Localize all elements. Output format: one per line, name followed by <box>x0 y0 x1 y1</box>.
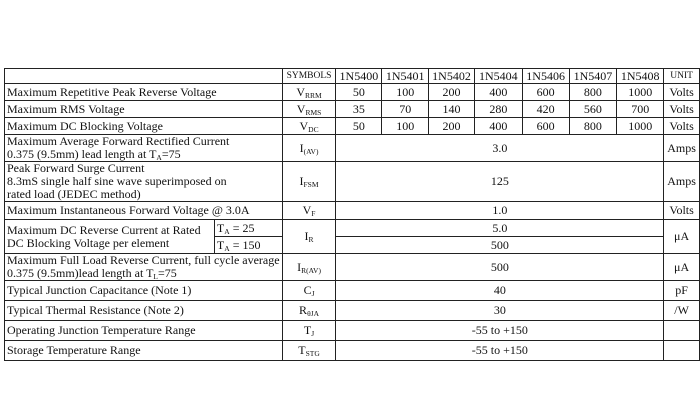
header-part: 1N5401 <box>382 69 429 84</box>
value-cell: 50 <box>336 118 382 135</box>
param-description: Operating Junction Temperature Range <box>5 321 283 341</box>
header-row <box>5 69 700 84</box>
desc-line: Maximum Full Load Reverse Current, full cycle average <box>7 253 280 267</box>
table-row <box>5 281 700 301</box>
header-symbols: SYMBOLS <box>282 69 336 84</box>
symbol-cell: $V_{RRM}$ <box>282 84 336 101</box>
value-cell: 200 <box>429 118 475 135</box>
unit-cell <box>664 341 700 361</box>
symbol-cell: $V_{RMS}$ <box>282 101 336 118</box>
value-cell: 1000 <box>617 84 664 101</box>
desc-line: Peak Forward Surge Current <box>7 161 145 175</box>
value-cell: 35 <box>336 101 382 118</box>
param-description <box>5 135 283 162</box>
table-row <box>5 321 700 341</box>
header-part: 1N5400 <box>336 69 382 84</box>
symbol-cell: $I_{FSM}$ <box>282 162 336 202</box>
value-cell: 400 <box>474 118 522 135</box>
table-row <box>5 254 700 281</box>
value-cell: -55 to +150 <box>336 341 664 361</box>
param-description <box>5 162 283 202</box>
param-description <box>5 254 283 281</box>
value-cell: 420 <box>522 101 569 118</box>
desc-line: DC Blocking Voltage per element <box>7 235 170 250</box>
value-cell: 600 <box>522 84 569 101</box>
value-cell: 200 <box>429 84 475 101</box>
table-row <box>5 135 700 162</box>
table-row <box>5 301 700 321</box>
desc-line: Maximum Average Forward Rectified Current <box>7 134 230 148</box>
value-cell: 40 <box>336 281 664 301</box>
value-cell: 500 <box>336 237 664 254</box>
header-part: 1N5407 <box>569 69 617 84</box>
param-description: Typical Junction Capacitance (Note 1) <box>5 281 283 301</box>
param-description: Maximum DC Blocking Voltage <box>5 118 283 135</box>
unit-cell: /W <box>664 301 700 321</box>
unit-cell: Amps <box>664 162 700 202</box>
desc-line: 8.3mS single half sine wave superimposed on <box>7 174 227 188</box>
condition-cell: $T_A = 150$ <box>214 237 282 254</box>
unit-cell: Volts <box>664 84 700 101</box>
value-cell: 100 <box>382 118 429 135</box>
header-part: 1N5408 <box>617 69 664 84</box>
value-cell: 30 <box>336 301 664 321</box>
value-cell: 140 <box>429 101 475 118</box>
value-cell: 700 <box>617 101 664 118</box>
symbol-cell: $V_{DC}$ <box>282 118 336 135</box>
param-description: Maximum Repetitive Peak Reverse Voltage <box>5 84 283 101</box>
desc-line: rated load (JEDEC method) <box>7 187 141 201</box>
header-blank <box>5 69 283 84</box>
desc-line: Maximum DC Reverse Current at Rated <box>7 222 201 237</box>
desc-line: 0.375 (9.5mm)lead length at $T_L=75$ <box>7 266 177 281</box>
value-cell: 800 <box>569 118 617 135</box>
unit-cell: Volts <box>664 101 700 118</box>
ratings-table <box>4 68 700 361</box>
unit-cell: Amps <box>664 135 700 162</box>
table-row <box>5 162 700 202</box>
ratings-sheet <box>4 68 700 361</box>
unit-cell: pF <box>664 281 700 301</box>
value-cell: 400 <box>474 84 522 101</box>
value-cell: 70 <box>382 101 429 118</box>
value-cell: 560 <box>569 101 617 118</box>
param-description: Typical Thermal Resistance (Note 2) <box>5 301 283 321</box>
header-part: 1N5402 <box>429 69 475 84</box>
unit-cell <box>664 321 700 341</box>
symbol-cell: $I_R$ <box>282 220 336 254</box>
symbol-cell: $T_{STG}$ <box>282 341 336 361</box>
desc-line: 0.375 (9.5mm) lead length at $T_A=75$ <box>7 147 181 162</box>
param-description: Maximum RMS Voltage <box>5 101 283 118</box>
unit-cell: Volts <box>664 202 700 220</box>
table-row <box>5 118 700 135</box>
table-row <box>5 101 700 118</box>
unit-cell: Volts <box>664 118 700 135</box>
value-cell: 500 <box>336 254 664 281</box>
symbol-cell: $R_{\theta JA}$ <box>282 301 336 321</box>
table-row <box>5 341 700 361</box>
value-cell: 125 <box>336 162 664 202</box>
param-description: Storage Temperature Range <box>5 341 283 361</box>
symbol-cell: $I_{R(AV)}$ <box>282 254 336 281</box>
value-cell: 100 <box>382 84 429 101</box>
table-row <box>5 84 700 101</box>
condition-cell: $T_A = 25$ <box>214 220 282 237</box>
symbol-cell: $C_J$ <box>282 281 336 301</box>
value-cell: 5.0 <box>336 220 664 237</box>
param-description: Maximum Instantaneous Forward Voltage @ 3.0A <box>5 202 283 220</box>
value-cell: 50 <box>336 84 382 101</box>
value-cell: 600 <box>522 118 569 135</box>
header-unit: UNIT <box>664 69 700 84</box>
unit-cell: μA <box>664 220 700 254</box>
table-row <box>5 220 700 237</box>
value-cell: 800 <box>569 84 617 101</box>
header-part: 1N5406 <box>522 69 569 84</box>
symbol-cell: $I_{(AV)}$ <box>282 135 336 162</box>
symbol-cell: $T_J$ <box>282 321 336 341</box>
header-part: 1N5404 <box>474 69 522 84</box>
value-cell: -55 to +150 <box>336 321 664 341</box>
value-cell: 1000 <box>617 118 664 135</box>
value-cell: 3.0 <box>336 135 664 162</box>
symbol-cell: $V_F$ <box>282 202 336 220</box>
value-cell: 280 <box>474 101 522 118</box>
value-cell: 1.0 <box>336 202 664 220</box>
param-description <box>5 220 215 254</box>
table-row <box>5 202 700 220</box>
unit-cell: μA <box>664 254 700 281</box>
